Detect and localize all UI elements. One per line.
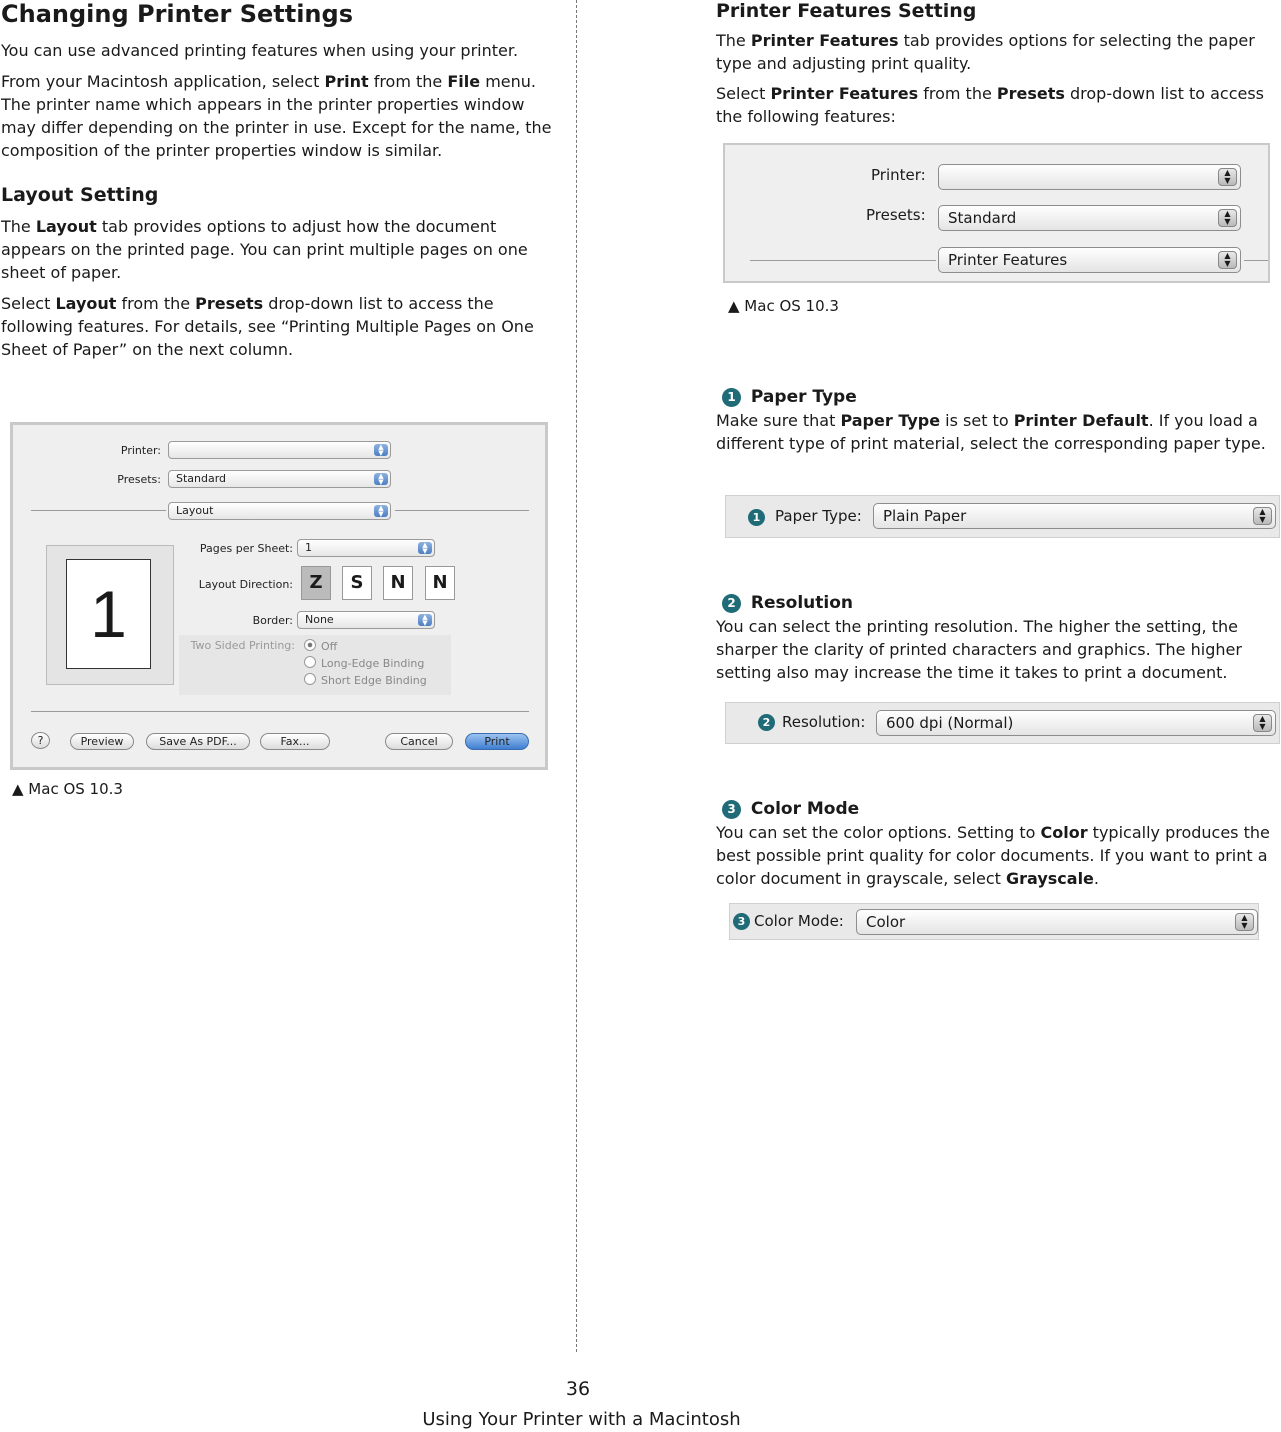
print-instructions-paragraph: From your Macintosh application, select Print from the File menu. The printer name which appears in the printer properties window may differ depending on the printer in use. Except for the name, the composition of the printer properties window is similar. (1, 72, 552, 160)
direction-n-button[interactable]: N (383, 566, 413, 600)
radio-short-edge[interactable]: Short Edge Binding (304, 673, 427, 687)
radio-off[interactable]: Off (304, 639, 337, 653)
color-mode-heading: 3 Color Mode (716, 799, 1276, 819)
step-1-badge: 1 (748, 509, 765, 526)
chevron-updown-icon: ▲ ▼ (1218, 251, 1237, 269)
paper-type-description: Make sure that Paper Type is set to Printer Default. If you load a different type of print material, select the corresponding paper type. (716, 411, 1266, 453)
presets-popup[interactable]: Standard ▲ ▼ (168, 470, 391, 488)
direction-z-button[interactable]: Z (301, 566, 331, 600)
resolution-heading: 2 Resolution (716, 593, 1276, 613)
chevron-updown-icon: ▲ ▼ (374, 444, 388, 456)
resolution-section (716, 593, 1276, 684)
printer-popup[interactable] (938, 164, 1241, 190)
separator-left (750, 260, 936, 261)
chevron-updown-icon: ▲ ▼ (1253, 714, 1272, 732)
paper-type-control-strip (725, 495, 1280, 538)
separator-right (395, 510, 529, 511)
layout-dialog-screenshot (10, 422, 548, 770)
layout-screenshot-caption: ▲ Mac OS 10.3 (12, 780, 123, 798)
color-mode-section (716, 799, 1276, 890)
printer-label: Printer: (120, 444, 161, 457)
page-number: 36 (565, 1378, 591, 1400)
paper-type-popup[interactable]: Plain Paper ▲ ▼ (873, 503, 1276, 529)
step-2-badge: 2 (722, 594, 741, 613)
chevron-updown-icon: ▲ ▼ (418, 542, 432, 554)
cancel-button[interactable]: Cancel (385, 733, 453, 750)
resolution-control-strip (725, 702, 1280, 744)
radio-long-edge[interactable]: Long-Edge Binding (304, 656, 424, 670)
separator-right (1244, 260, 1268, 261)
printer-features-caption: ▲ Mac OS 10.3 (728, 297, 839, 315)
border-popup[interactable]: None ▲ ▼ (297, 611, 435, 629)
chevron-updown-icon: ▲ ▼ (1235, 913, 1254, 931)
page-preview: 1 (66, 559, 151, 669)
save-as-pdf-button[interactable]: Save As PDF... (146, 733, 250, 750)
presets-popup[interactable]: Standard ▲ ▼ (938, 205, 1241, 231)
paper-type-section (716, 387, 1276, 455)
panel-popup[interactable]: Printer Features ▲ ▼ (938, 247, 1241, 273)
paper-type-heading: 1 Paper Type (716, 387, 1276, 407)
two-sided-label: Two Sided Printing: (190, 639, 295, 652)
page-title: Changing Printer Settings (1, 0, 353, 28)
color-mode-label: Color Mode: (754, 912, 844, 930)
layout-instructions: Select Layout from the Presets drop-down list to access the following features. For details, see “Printing Multiple Pages on One Sheet of Paper” on the next column. (1, 294, 534, 359)
right-column (716, 0, 1276, 128)
radio-icon (304, 673, 316, 685)
radio-icon (304, 656, 316, 668)
step-1-badge: 1 (722, 388, 741, 407)
printer-features-instructions: Select Printer Features from the Presets drop-down list to access the following features: (716, 84, 1264, 126)
step-2-badge: 2 (758, 714, 775, 731)
step-3-badge: 3 (733, 913, 750, 930)
printer-features-dialog-screenshot (723, 143, 1270, 283)
chevron-updown-icon: ▲ ▼ (1218, 168, 1237, 186)
color-mode-control-strip (729, 903, 1259, 940)
color-mode-description: You can set the color options. Setting to Color typically produces the best possible print quality for color documents. If you want to print a color document in grayscale, select Grayscale. (716, 823, 1270, 888)
left-column (1, 0, 561, 361)
intro-paragraph: You can use advanced printing features when using your printer. (1, 41, 519, 60)
step-3-badge: 3 (722, 800, 741, 819)
chevron-updown-icon: ▲ ▼ (1253, 507, 1272, 525)
layout-direction-label: Layout Direction: (198, 578, 293, 591)
layout-description: The Layout tab provides options to adjust how the document appears on the printed page. You can print multiple pages on one sheet of paper. (1, 217, 528, 282)
printer-features-heading: Printer Features Setting (716, 0, 977, 22)
radio-selected-icon (304, 639, 316, 651)
print-button[interactable]: Print (465, 733, 529, 750)
bottom-separator (31, 711, 529, 712)
printer-features-description: The Printer Features tab provides options for selecting the paper type and adjusting print quality. (716, 31, 1255, 73)
chevron-updown-icon: ▲ ▼ (1218, 209, 1237, 227)
column-divider (576, 0, 577, 1352)
presets-label: Presets: (866, 206, 926, 224)
fax-button[interactable]: Fax... (260, 733, 330, 750)
border-label: Border: (252, 614, 293, 627)
pages-per-sheet-label: Pages per Sheet: (199, 542, 293, 555)
resolution-label: Resolution: (782, 713, 866, 731)
chevron-updown-icon: ▲ ▼ (418, 614, 432, 626)
presets-label: Presets: (117, 473, 161, 486)
chapter-footer: Using Your Printer with a Macintosh (422, 1409, 741, 1430)
panel-popup[interactable]: Layout ▲ ▼ (168, 502, 391, 520)
color-mode-popup[interactable]: Color ▲ ▼ (856, 909, 1258, 935)
resolution-popup[interactable]: 600 dpi (Normal) ▲ ▼ (876, 710, 1276, 736)
direction-n-reverse-button[interactable]: N (425, 566, 455, 600)
layout-setting-heading: Layout Setting (1, 184, 159, 206)
chevron-updown-icon: ▲ ▼ (374, 505, 388, 517)
paper-type-label: Paper Type: (775, 507, 862, 525)
direction-s-button[interactable]: S (342, 566, 372, 600)
printer-label: Printer: (871, 166, 926, 184)
separator-left (31, 510, 166, 511)
preview-button[interactable]: Preview (70, 733, 134, 750)
printer-popup[interactable] (168, 441, 391, 459)
resolution-description: You can select the printing resolution. The higher the setting, the sharper the clarity of printed characters and graphics. The higher setting also may increase the time it takes to print a document. (716, 617, 1242, 682)
help-button[interactable]: ? (31, 732, 50, 749)
pages-per-sheet-popup[interactable]: 1 ▲ ▼ (297, 539, 435, 557)
chevron-updown-icon: ▲ ▼ (374, 473, 388, 485)
